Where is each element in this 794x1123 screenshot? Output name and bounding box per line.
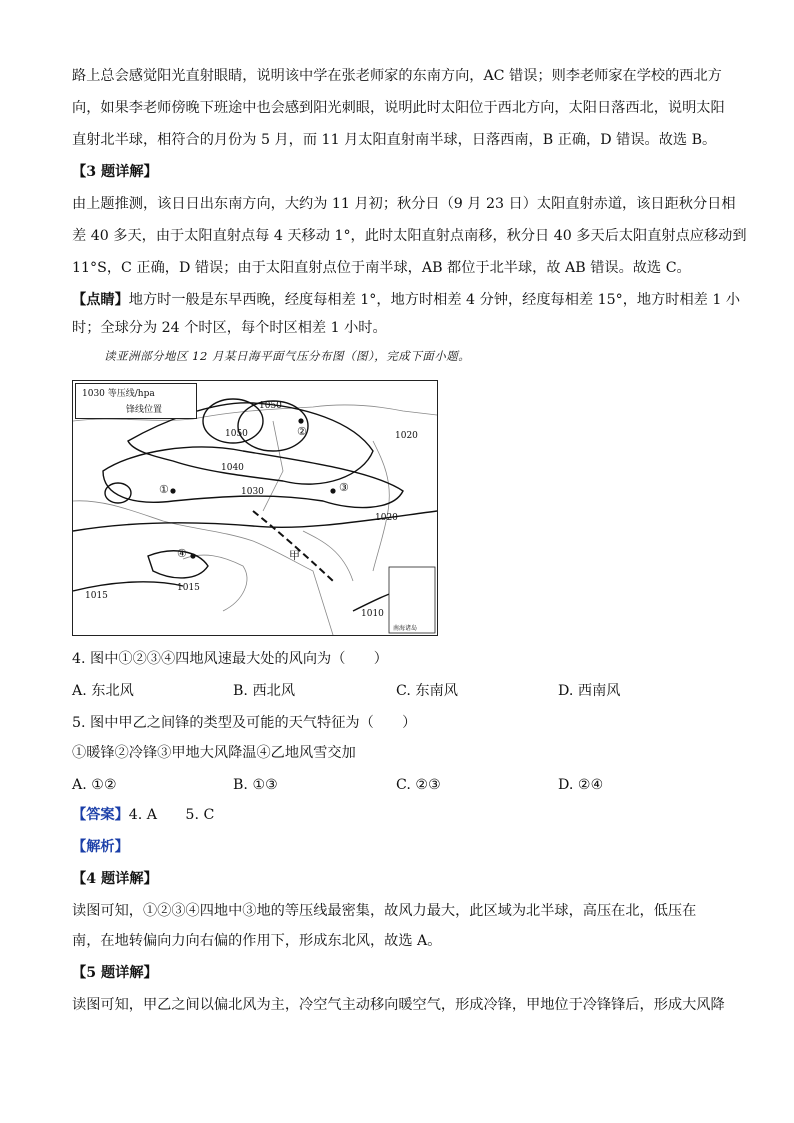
text-line: 向，如果李老师傍晚下班途中也会感到阳光刺眼，说明此时太阳位于西北方向，太阳日落西北，说明太阳 bbox=[72, 100, 725, 116]
text-line: 路上总会感觉阳光直射眼睛，说明该中学在张老师家的东南方向，AC 错误；则李老师家在学校的西北方 bbox=[72, 68, 722, 84]
point-label: ① bbox=[159, 483, 169, 496]
isobar-label: 1040 bbox=[221, 463, 244, 473]
section-heading: 【3 题详解】 bbox=[72, 164, 158, 180]
text-line: 读图可知，①②③④四地中③地的等压线最密集，故风力最大，此区域为北半球，高压在北，低压在 bbox=[72, 903, 697, 919]
dianjing-line bbox=[72, 290, 740, 310]
q4-option-c: C. 东南风 bbox=[396, 683, 458, 699]
point-label: ④ bbox=[177, 547, 187, 560]
q5-option-a: A. ①② bbox=[72, 777, 117, 793]
answer-text: 4. A 5. C bbox=[128, 807, 215, 823]
text-line: 由上题推测，该日日出东南方向，大约为 11 月初；秋分日（9 月 23 日）太阳直射赤道，该日距秋分日相 bbox=[72, 196, 736, 212]
q4-option-d: D. 西南风 bbox=[558, 683, 621, 699]
isobar-label: 1030 bbox=[241, 487, 264, 497]
text-line: 读图可知，甲乙之间以偏北风为主，冷空气主动移向暖空气，形成冷锋，甲地位于冷锋锋后，形成大风降 bbox=[72, 997, 725, 1013]
isobar-label: 1020 bbox=[375, 513, 398, 523]
q5-stem: 5. 图中甲乙之间锋的类型及可能的天气特征为（ ） bbox=[72, 715, 417, 731]
inset-label: 南海诸岛 bbox=[393, 625, 418, 632]
answer-tag: 【答案】 bbox=[72, 807, 129, 823]
map-legend bbox=[75, 383, 197, 419]
answer-line bbox=[72, 805, 214, 825]
point-label: ② bbox=[297, 425, 307, 438]
point-label: ③ bbox=[339, 481, 349, 494]
q4-option-a: A. 东北风 bbox=[72, 683, 134, 699]
dianjing-text: 地方时一般是东早西晚，经度每相差 1°，地方时相差 4 分钟，经度每相差 15°，地方时相差 1 小 bbox=[128, 292, 741, 308]
q4-stem: 4. 图中①②③④四地风速最大处的风向为（ ） bbox=[72, 651, 388, 667]
q5-option-d: D. ②④ bbox=[558, 777, 604, 793]
text-line: 直射北半球，相符合的月份为 5 月，而 11 月太阳直射南半球，日落西南，B 正确，D 错误。故选 B。 bbox=[72, 132, 717, 148]
text-line: 11°S，C 正确，D 错误；由于太阳直射点位于南半球，AB 都位于北半球，故 AB 错误。故选 C。 bbox=[72, 260, 691, 276]
section-heading: 【5 题详解】 bbox=[72, 965, 158, 981]
text-line: 南，在地转偏向力向右偏的作用下，形成东北风，故选 A。 bbox=[72, 933, 442, 949]
text-line: 时；全球分为 24 个时区，每个时区相差 1 小时。 bbox=[72, 320, 387, 336]
figure-caption: 读亚洲部分地区 12 月某日海平面气压分布图（图），完成下面小题。 bbox=[104, 349, 471, 363]
text-line: 差 40 多天，由于太阳直射点每 4 天移动 1°，此时太阳直射点南移，秋分日 40 多天后太阳直射点应移动到 bbox=[72, 228, 747, 244]
analysis-tag: 【解析】 bbox=[72, 839, 129, 855]
isobar-label: 1050 bbox=[225, 429, 248, 439]
q5-option-b: B. ①③ bbox=[233, 777, 278, 793]
pressure-map bbox=[72, 380, 438, 636]
q4-option-b: B. 西北风 bbox=[233, 683, 296, 699]
legend-isobar: 1030 等压线/hpa bbox=[82, 389, 155, 399]
map-drawing bbox=[73, 381, 437, 635]
isobar-label: 1020 bbox=[395, 431, 418, 441]
isobar-label: 1015 bbox=[177, 583, 200, 593]
q5-items: ①暖锋②冷锋③甲地大风降温④乙地风雪交加 bbox=[72, 745, 356, 761]
q5-option-c: C. ②③ bbox=[396, 777, 441, 793]
isobar-lines bbox=[73, 399, 437, 611]
isobar-label: 1050 bbox=[259, 401, 282, 411]
isobar-label: 1010 bbox=[361, 609, 384, 619]
dianjing-tag: 【点睛】 bbox=[72, 292, 129, 308]
jia-label: 甲 bbox=[289, 549, 300, 562]
section-heading: 【4 题详解】 bbox=[72, 871, 158, 887]
legend-front: 锋线位置 bbox=[126, 405, 163, 415]
isobar-label: 1015 bbox=[85, 591, 108, 601]
